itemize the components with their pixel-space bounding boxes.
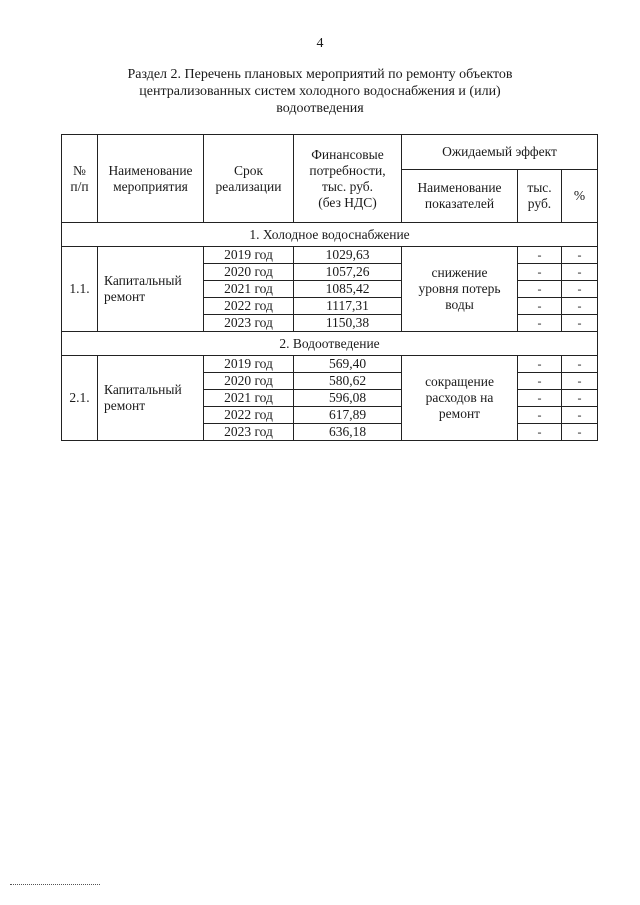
effect-rub-cell: - [518,281,562,298]
finance-cell: 1057,26 [294,264,402,281]
indicator-name: сокращение расходов на ремонт [402,356,518,441]
effect-pct-cell: - [562,281,598,298]
effect-pct-cell: - [562,356,598,373]
effect-rub-cell: - [518,390,562,407]
year-cell: 2019 год [204,247,294,264]
year-cell: 2022 год [204,298,294,315]
year-cell: 2021 год [204,390,294,407]
finance-cell: 1085,42 [294,281,402,298]
effect-pct-cell: - [562,298,598,315]
year-cell: 2022 год [204,407,294,424]
finance-cell: 580,62 [294,373,402,390]
section-title [70,66,570,117]
effect-rub-cell: - [518,424,562,441]
year-cell: 2019 год [204,356,294,373]
finance-cell: 1150,38 [294,315,402,332]
header-thousand-rub: тыс. руб. [518,170,562,223]
section-title-line: Раздел 2. Перечень плановых мероприятий по ремонту объектов [127,67,513,82]
effect-rub-cell: - [518,298,562,315]
header-effect: Ожидаемый эффект [402,135,598,170]
finance-cell: 596,08 [294,390,402,407]
event-name: Капитальный ремонт [98,247,204,332]
section-heading: 1. Холодное водоснабжение [62,223,598,247]
effect-pct-cell: - [562,247,598,264]
finance-cell: 1029,63 [294,247,402,264]
effect-rub-cell: - [518,264,562,281]
effect-pct-cell: - [562,315,598,332]
header-percent: % [562,170,598,223]
effect-rub-cell: - [518,356,562,373]
effect-rub-cell: - [518,315,562,332]
finance-cell: 617,89 [294,407,402,424]
row-num: 1.1. [62,247,98,332]
page-number: 4 [316,36,324,51]
effect-pct-cell: - [562,373,598,390]
year-cell: 2023 год [204,315,294,332]
year-cell: 2021 год [204,281,294,298]
table-row [62,247,598,264]
plan-table [61,134,598,441]
header-event-name: Наименование мероприятия [98,135,204,223]
section-title-line: водоотведения [276,101,364,116]
row-num: 2.1. [62,356,98,441]
event-name: Капитальный ремонт [98,356,204,441]
bottom-rule [10,884,100,885]
finance-cell: 636,18 [294,424,402,441]
year-cell: 2020 год [204,373,294,390]
effect-rub-cell: - [518,373,562,390]
header-term: Срок реализации [204,135,294,223]
effect-pct-cell: - [562,424,598,441]
year-cell: 2023 год [204,424,294,441]
section-heading: 2. Водоотведение [62,332,598,356]
effect-rub-cell: - [518,247,562,264]
table-row [62,356,598,373]
finance-cell: 569,40 [294,356,402,373]
effect-pct-cell: - [562,390,598,407]
header-finance: Финансовые потребности, тыс. руб. (без НДС) [294,135,402,223]
effect-rub-cell: - [518,407,562,424]
year-cell: 2020 год [204,264,294,281]
header-indicator: Наименование показателей [402,170,518,223]
header-num: № п/п [62,135,98,223]
finance-cell: 1117,31 [294,298,402,315]
effect-pct-cell: - [562,264,598,281]
indicator-name: снижение уровня потерь воды [402,247,518,332]
section-title-line: централизованных систем холодного водоснабжения и (или) [139,84,501,99]
effect-pct-cell: - [562,407,598,424]
